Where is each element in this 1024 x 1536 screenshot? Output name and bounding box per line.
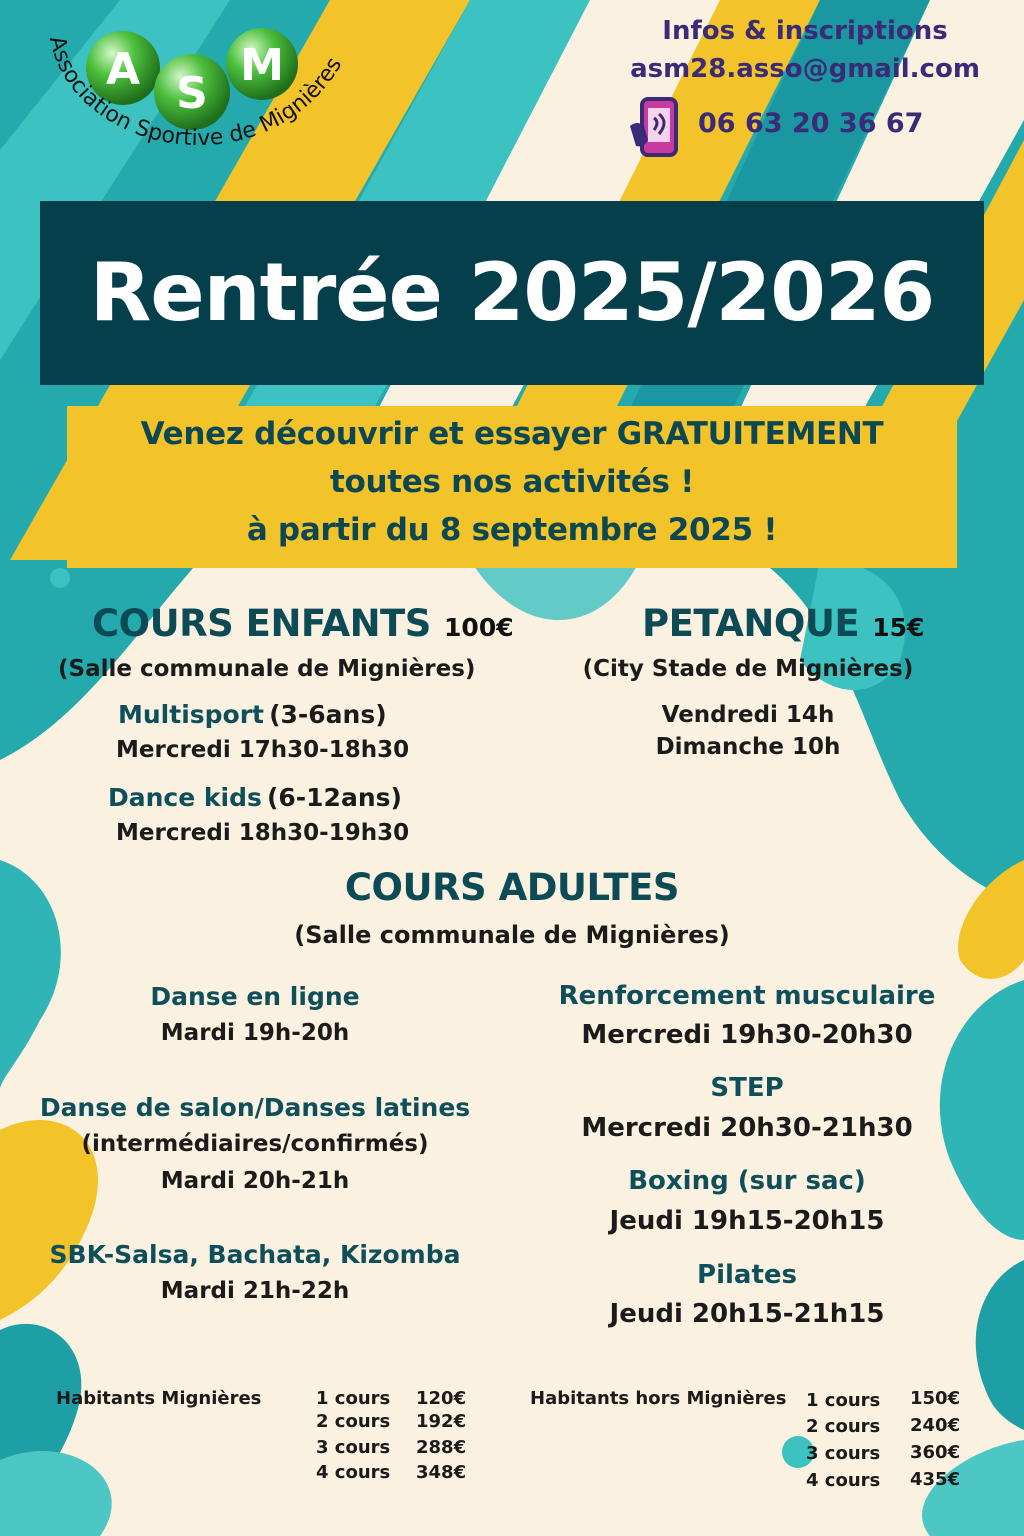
tariff-nonresidents-price-2: 240€ (910, 1415, 961, 1436)
kids-activity-dance (108, 783, 402, 812)
adults-right-schedule-3: Jeudi 19h15-20h15 (609, 1206, 885, 1236)
activity-age: (6-12ans) (266, 783, 402, 812)
kids-schedule-multisport: Mercredi 17h30-18h30 (116, 737, 410, 763)
petanque-title: PETANQUE (642, 602, 860, 645)
petanque-schedule-2: Dimanche 10h (655, 734, 841, 760)
contact-phone[interactable]: 06 63 20 36 67 (698, 108, 924, 139)
adults-venue: (Salle communale de Mignières) (294, 921, 730, 949)
petanque-heading (642, 602, 924, 645)
petanque-price: 15€ (872, 613, 925, 642)
tariff-residents-label: Habitants Mignières (56, 1388, 262, 1409)
activity-age: (3-6ans) (269, 700, 387, 729)
adults-left-level-2: (intermédiaires/confirmés) (81, 1131, 429, 1157)
adults-right-activity-4: Pilates (697, 1260, 797, 1290)
contact-email[interactable]: asm28.asso@gmail.com (630, 54, 980, 84)
smartphone-call-icon (628, 96, 686, 158)
svg-text:A: A (105, 44, 141, 95)
svg-text:M: M (240, 40, 284, 91)
adults-left-schedule-1: Mardi 19h-20h (160, 1020, 350, 1046)
tariff-residents-price-3: 288€ (416, 1437, 467, 1458)
tariff-residents-price-1: 120€ (416, 1388, 467, 1409)
headline-banner (40, 201, 984, 385)
activity-name: Dance kids (108, 783, 262, 812)
adults-left-activity-3: SBK-Salsa, Bachata, Kizomba (49, 1240, 461, 1269)
adults-right-schedule-1: Mercredi 19h30-20h30 (581, 1020, 913, 1050)
kids-schedule-dance: Mercredi 18h30-19h30 (116, 820, 410, 846)
promo-banner (67, 406, 957, 568)
kids-title: COURS ENFANTS (92, 602, 431, 645)
tariff-nonresidents-price-1: 150€ (910, 1388, 961, 1409)
petanque-venue: (City Stade de Mignières) (582, 656, 914, 682)
tariff-nonresidents-price-3: 360€ (910, 1442, 961, 1463)
kids-activity-multisport (118, 700, 387, 729)
tariff-residents-count-2: 2 cours (316, 1411, 391, 1432)
adults-left-activity-2: Danse de salon/Danses latines (39, 1093, 471, 1122)
adults-right-activity-1: Renforcement musculaire (558, 981, 936, 1011)
tariff-residents-count-3: 3 cours (316, 1437, 391, 1458)
svg-text:Association Sportive de Migniè: Association Sportive de Mignières (43, 33, 348, 152)
promo-line-3: à partir du 8 septembre 2025 ! (246, 512, 778, 548)
kids-price: 100€ (444, 613, 514, 642)
headline-title: Rentrée 2025/2026 (89, 246, 935, 339)
contact-title: Infos & inscriptions (662, 16, 948, 46)
svg-text:S: S (176, 68, 208, 119)
tariff-nonresidents-count-1: 1 cours (806, 1390, 881, 1411)
tariff-residents-price-2: 192€ (416, 1411, 467, 1432)
tariff-nonresidents-count-4: 4 cours (806, 1470, 881, 1491)
tariff-nonresidents-count-2: 2 cours (806, 1416, 881, 1437)
tariff-residents-count-4: 4 cours (316, 1462, 391, 1483)
tariff-nonresidents-label: Habitants hors Mignières (530, 1388, 787, 1409)
adults-right-activity-2: STEP (710, 1073, 784, 1103)
tariff-residents-count-1: 1 cours (316, 1388, 391, 1409)
activity-name: Multisport (118, 700, 264, 729)
promo-line-2: toutes nos activités ! (329, 464, 695, 500)
tariff-nonresidents-price-4: 435€ (910, 1469, 961, 1490)
kids-heading (92, 602, 514, 645)
petanque-schedule-1: Vendredi 14h (661, 702, 835, 728)
promo-line-1: Venez découvrir et essayer GRATUITEMENT (140, 416, 884, 452)
adults-title: COURS ADULTES (344, 866, 680, 909)
tariff-residents-price-4: 348€ (416, 1462, 467, 1483)
adults-right-schedule-4: Jeudi 20h15-21h15 (609, 1299, 885, 1329)
adults-left-schedule-3: Mardi 21h-22h (160, 1278, 350, 1304)
tariff-nonresidents-count-3: 3 cours (806, 1443, 881, 1464)
asm-logo (30, 8, 370, 198)
adults-left-activity-1: Danse en ligne (150, 982, 360, 1011)
kids-venue: (Salle communale de Mignières) (58, 656, 476, 682)
adults-left-schedule-2: Mardi 20h-21h (160, 1168, 350, 1194)
adults-right-schedule-2: Mercredi 20h30-21h30 (581, 1113, 913, 1143)
adults-right-activity-3: Boxing (sur sac) (628, 1166, 866, 1196)
